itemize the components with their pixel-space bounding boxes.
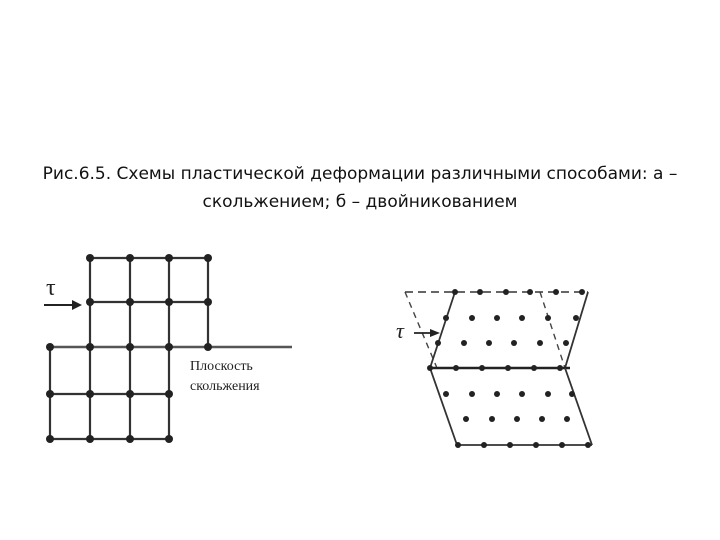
shear-arrow-a bbox=[44, 300, 82, 310]
right-dashed-boundary bbox=[540, 292, 565, 368]
lower-right-boundary bbox=[565, 368, 592, 445]
tau-label-a: τ bbox=[46, 275, 56, 301]
right-twin-boundary bbox=[565, 292, 588, 368]
twinning-diagram bbox=[405, 292, 592, 445]
lower-block-grid bbox=[50, 347, 169, 439]
slip-diagram bbox=[44, 254, 292, 443]
caption-line-1: Рис.6.5. Схемы пластической деформации различными способами: а – bbox=[42, 164, 678, 184]
tau-label-b: τ bbox=[396, 318, 404, 343]
slip-plane-label-line-2: скольжения bbox=[190, 379, 260, 394]
slip-plane-label-line-1: Плоскость bbox=[190, 359, 253, 374]
left-twin-boundary bbox=[430, 292, 455, 368]
lower-left-boundary bbox=[430, 368, 457, 445]
caption-line-2: скольжением; б – двойникованием bbox=[202, 192, 518, 212]
upper-block-grid bbox=[90, 258, 208, 347]
